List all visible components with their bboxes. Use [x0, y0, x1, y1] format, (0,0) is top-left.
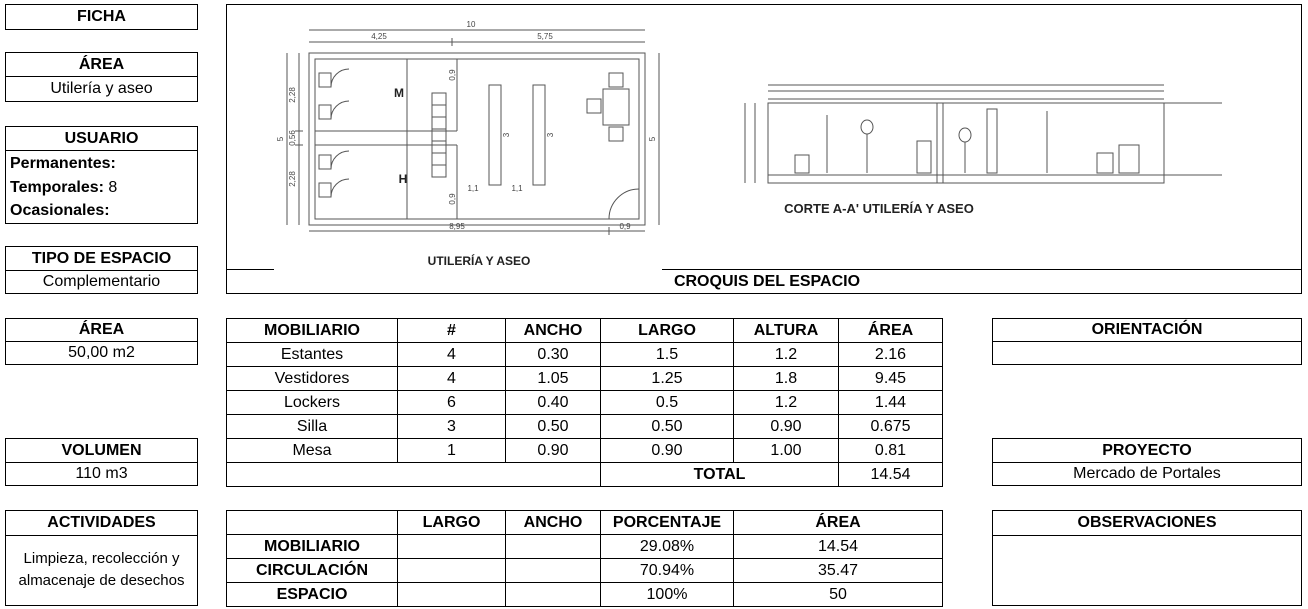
usuario-label: USUARIO: [6, 127, 197, 151]
mob-total-value: 14.54: [839, 463, 943, 487]
actividades-line1: Limpieza, recolección y: [23, 549, 180, 567]
mob-cell: 1.5: [601, 343, 734, 367]
res-cell: [398, 559, 506, 583]
croquis-title-rule-left: [227, 269, 274, 270]
mob-header-mobiliario: MOBILIARIO: [227, 319, 398, 343]
mob-cell: Silla: [227, 415, 398, 439]
mob-header-altura: ALTURA: [734, 319, 839, 343]
croquis-title: CROQUIS DEL ESPACIO: [673, 272, 861, 290]
dim-shelf-len1: 3: [502, 132, 511, 138]
usuario-box: [5, 126, 198, 224]
observaciones-label: OBSERVACIONES: [993, 511, 1301, 536]
mob-cell: 0.90: [734, 415, 839, 439]
mob-cell: 1.2: [734, 391, 839, 415]
area-nombre-label: ÁREA: [6, 53, 197, 77]
proyecto-box: [992, 438, 1302, 486]
observaciones-value: [993, 537, 1301, 605]
dim-total-width: 10: [466, 20, 476, 29]
actividades-box: [5, 510, 198, 606]
area-total-box: [5, 318, 198, 365]
dim-bottom-main: 8,95: [449, 222, 465, 231]
area-nombre-box: [5, 52, 198, 102]
dim-door-bottom: 0,9: [448, 193, 457, 205]
proyecto-label: PROYECTO: [993, 439, 1301, 463]
mob-cell: Vestidores: [227, 367, 398, 391]
dim-aisle2: 1,1: [511, 184, 523, 193]
table-row: [227, 439, 943, 463]
res-cell: MOBILIARIO: [227, 535, 398, 559]
area-nombre-value: Utilería y aseo: [50, 80, 153, 97]
res-cell: [506, 559, 601, 583]
mob-cell: 0.90: [601, 439, 734, 463]
res-cell: [398, 535, 506, 559]
res-cell: 100%: [601, 583, 734, 607]
res-cell: 14.54: [734, 535, 943, 559]
mob-cell: Lockers: [227, 391, 398, 415]
res-header-area: ÁREA: [734, 511, 943, 535]
tipo-espacio-box: [5, 246, 198, 294]
table-row: [227, 535, 943, 559]
dim-aisle1: 1,1: [467, 184, 479, 193]
mob-cell: 1.44: [839, 391, 943, 415]
mobiliario-table: [226, 318, 943, 487]
mob-cell: 0.50: [506, 415, 601, 439]
mob-cell: 1.25: [601, 367, 734, 391]
mob-cell: 1.8: [734, 367, 839, 391]
res-cell: ESPACIO: [227, 583, 398, 607]
orientacion-value: [993, 342, 1301, 364]
dim-shelf-len2: 3: [546, 132, 555, 138]
plan-outer-wall: [309, 53, 645, 225]
mob-cell: 1.05: [506, 367, 601, 391]
table-row: [227, 367, 943, 391]
dim-left-width: 4,25: [371, 32, 387, 41]
actividades-line2: almacenaje de desechos: [18, 571, 185, 589]
plan-title: UTILERÍA Y ASEO: [427, 254, 531, 268]
croquis-box: [226, 4, 1302, 294]
observaciones-box: [992, 510, 1302, 606]
res-header-largo: LARGO: [398, 511, 506, 535]
croquis-drawing: [227, 5, 1301, 271]
temporales-label: Temporales:: [10, 179, 104, 196]
table-row: [227, 391, 943, 415]
mob-cell: 6: [398, 391, 506, 415]
mob-cell: 4: [398, 343, 506, 367]
mob-cell: 9.45: [839, 367, 943, 391]
res-header-porcentaje: PORCENTAJE: [601, 511, 734, 535]
res-cell: [398, 583, 506, 607]
orientacion-box: [992, 318, 1302, 365]
dim-height-right: 5: [648, 136, 657, 142]
resumen-table: [226, 510, 943, 607]
mob-cell: 1.2: [734, 343, 839, 367]
mob-cell: Mesa: [227, 439, 398, 463]
permanentes-label: Permanentes:: [10, 155, 116, 172]
ocasionales-label: Ocasionales:: [10, 202, 110, 219]
res-cell: 29.08%: [601, 535, 734, 559]
mob-header-count: #: [398, 319, 506, 343]
dim-door-top: 0,9: [448, 69, 457, 81]
mob-cell: 0.81: [839, 439, 943, 463]
mob-total-label: TOTAL: [601, 463, 839, 487]
ocasionales-row: [6, 199, 197, 223]
mob-header-area: ÁREA: [839, 319, 943, 343]
table-row: [227, 559, 943, 583]
mob-cell: 4: [398, 367, 506, 391]
mob-cell: 1.00: [734, 439, 839, 463]
temporales-row: [6, 176, 197, 200]
res-cell: [506, 583, 601, 607]
area-total-label: ÁREA: [6, 319, 197, 342]
ficha-label: FICHA: [77, 8, 126, 25]
volumen-box: [5, 438, 198, 486]
table-row: [227, 583, 943, 607]
tipo-espacio-value: Complementario: [42, 272, 161, 290]
mob-cell: 1: [398, 439, 506, 463]
res-header-ancho: ANCHO: [506, 511, 601, 535]
dim-right-width: 5,75: [537, 32, 553, 41]
res-cell: 70.94%: [601, 559, 734, 583]
res-header-blank: [227, 511, 398, 535]
mob-cell: 0.50: [601, 415, 734, 439]
dim-height-left: 5: [276, 136, 285, 142]
permanentes-row: [6, 152, 197, 176]
mob-cell: 0.30: [506, 343, 601, 367]
res-cell: CIRCULACIÓN: [227, 559, 398, 583]
mob-cell: 2.16: [839, 343, 943, 367]
dim-mid-height: 0,56: [288, 130, 297, 146]
room-m-label: M: [394, 86, 404, 100]
res-cell: 35.47: [734, 559, 943, 583]
actividades-label: ACTIVIDADES: [6, 511, 197, 536]
volumen-label: VOLUMEN: [6, 439, 197, 463]
res-cell: [506, 535, 601, 559]
table-row: [227, 343, 943, 367]
table-row: [227, 415, 943, 439]
mob-header-ancho: ANCHO: [506, 319, 601, 343]
volumen-value: 110 m3: [75, 465, 128, 482]
orientacion-label: ORIENTACIÓN: [993, 319, 1301, 342]
mob-header-largo: LARGO: [601, 319, 734, 343]
res-cell: 50: [734, 583, 943, 607]
mob-cell: 0.675: [839, 415, 943, 439]
mob-total-blank: [227, 463, 601, 487]
mob-cell: Estantes: [227, 343, 398, 367]
plan-inner-wall: [315, 59, 639, 219]
mob-cell: 0.90: [506, 439, 601, 463]
temporales-value: 8: [108, 179, 118, 196]
mob-cell: 3: [398, 415, 506, 439]
dim-m-height: 2,28: [288, 87, 297, 103]
tipo-espacio-label: TIPO DE ESPACIO: [6, 247, 197, 271]
mob-cell: 0.40: [506, 391, 601, 415]
mob-cell: 0.5: [601, 391, 734, 415]
ficha-box: [5, 4, 198, 30]
section-title: CORTE A-A' UTILERÍA Y ASEO: [784, 201, 974, 216]
area-total-value: 50,00 m2: [68, 344, 135, 361]
dim-h-height: 2,28: [288, 171, 297, 187]
dim-bottom-door: 0,9: [619, 222, 631, 231]
room-h-label: H: [398, 172, 408, 186]
proyecto-value: Mercado de Portales: [1073, 465, 1221, 482]
